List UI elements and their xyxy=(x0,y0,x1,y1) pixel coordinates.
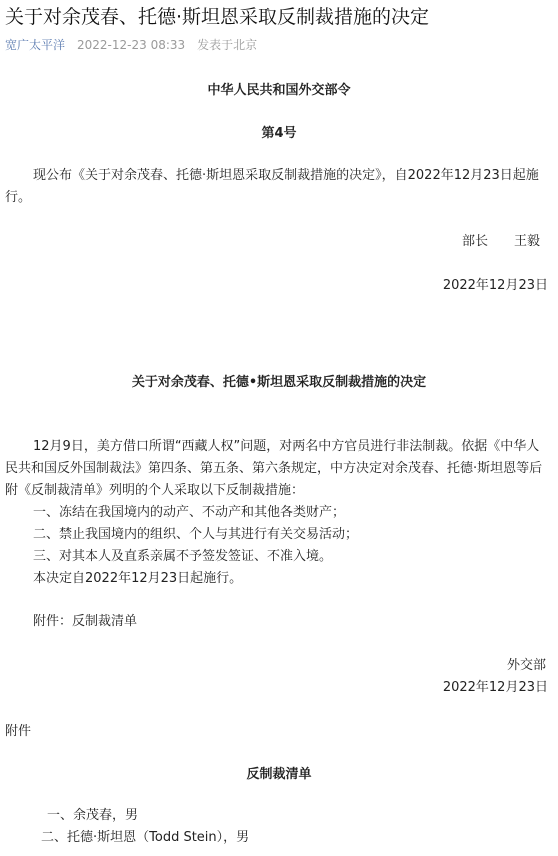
order-issuer: 中华人民共和国外交部令 xyxy=(207,83,351,98)
measure-item: 一、冻结在我国境内的动产、不动产和其他各类财产； xyxy=(33,505,346,520)
article-meta xyxy=(5,36,257,53)
list-item: 二、托德·斯坦恩（Todd Stein），男 xyxy=(41,830,250,845)
article-title: 关于对余茂春、托德·斯坦恩采取反制裁措施的决定 xyxy=(5,6,430,28)
decision-title: 关于对余茂春、托德•斯坦恩采取反制裁措施的决定 xyxy=(131,375,427,390)
publish-location: 发表于北京 xyxy=(197,38,258,52)
decision-issuer: 外交部 xyxy=(506,658,546,673)
appendix-label: 附件 xyxy=(5,724,32,739)
order-date: 2022年12月23日 xyxy=(442,278,548,293)
measure-item: 三、对其本人及直系亲属不予签发签证、不准入境。 xyxy=(33,549,333,564)
sanction-list-title: 反制裁清单 xyxy=(246,767,312,782)
measure-item: 二、禁止我国境内的组织、个人与其进行有关交易活动； xyxy=(33,527,359,542)
order-signatory: 部长 王毅 xyxy=(461,234,540,249)
order-number: 第4号 xyxy=(261,126,297,141)
author-link[interactable]: 宽广太平洋 xyxy=(5,38,66,52)
publish-datetime: 2022-12-23 08:33 xyxy=(77,38,186,52)
decision-intro: 12月9日，美方借口所谓“西藏人权”问题，对两名中方官员进行非法制裁。依据《中华人民共和国反外国制裁法》第四条、第五条、第六条规定，中方决定对余茂春、托德·斯坦恩等后附《反制裁清单》列明的个人采取以下反制裁措施： xyxy=(5,439,543,498)
attachment-note: 附件：反制裁清单 xyxy=(33,614,138,629)
order-announcement: 现公布《关于对余茂春、托德·斯坦恩采取反制裁措施的决定》，自2022年12月23日起施行。 xyxy=(5,168,539,205)
decision-effective: 本决定自2022年12月23日起施行。 xyxy=(33,571,243,586)
decision-date: 2022年12月23日 xyxy=(442,680,548,695)
list-item: 一、余茂春，男 xyxy=(47,808,139,823)
